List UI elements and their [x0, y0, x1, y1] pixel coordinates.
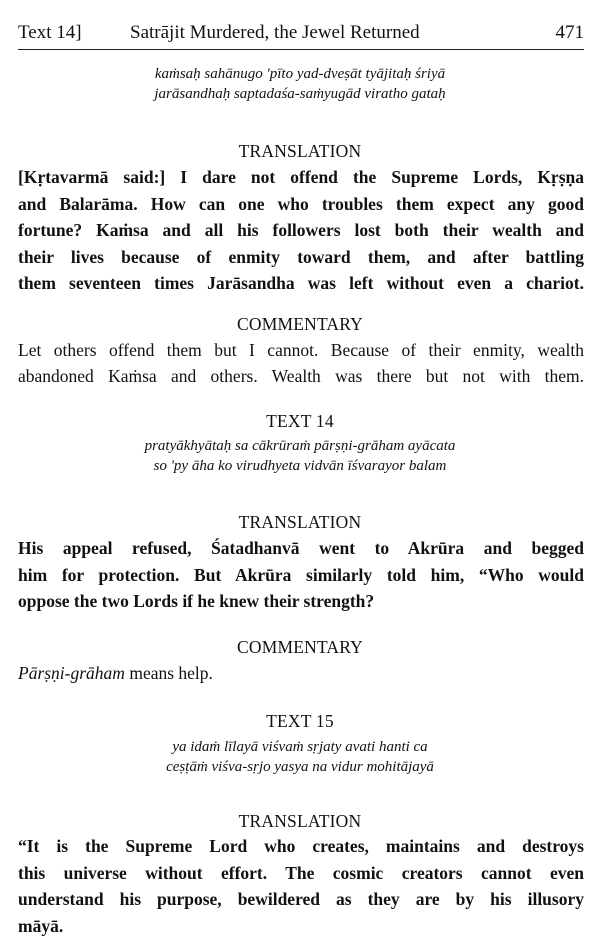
- verse-13: [0, 64, 600, 104]
- verse-line: jarāsandhaḥ saptadaśa-saṁyugād viratho gataḥ: [154, 86, 446, 102]
- translation-heading-15: TRANSLATION: [238, 811, 362, 831]
- verse-14: [0, 436, 600, 476]
- commentary-line: abandoned Kaṁsa and others. Wealth was there but not with them.: [18, 366, 584, 386]
- translation-line: oppose the two Lords if he knew their strength?: [18, 591, 375, 612]
- header-chapter-title: Satrājit Murdered, the Jewel Returned: [130, 22, 420, 43]
- translation-14: [18, 535, 584, 615]
- commentary-heading-13: COMMENTARY: [236, 314, 364, 334]
- verse-line: so 'py āha ko virudhyeta vidvān īśvarayor balam: [153, 458, 447, 474]
- header-rule: [18, 49, 584, 50]
- commentary-13: [18, 337, 584, 389]
- translation-line: understand his purpose, bewildered as they are by his illusory: [18, 889, 584, 910]
- sanskrit-term: Pārṣṇi-grāham: [18, 663, 125, 683]
- text-14-heading: TEXT 14: [266, 411, 334, 431]
- translation-13: [18, 164, 584, 297]
- translation-line: him for protection. But Akrūra similarly told him, “Who would: [18, 564, 584, 585]
- translation-line: their lives because of enmity toward them, and after battling: [18, 246, 584, 267]
- commentary-text: means help.: [124, 663, 213, 683]
- page-number: 471: [555, 22, 584, 43]
- verse-line: pratyākhyātaḥ sa cākrūraṁ pārṣṇi-grāham ayācata: [144, 438, 456, 454]
- commentary-line: [18, 660, 584, 686]
- commentary-heading-14: COMMENTARY: [236, 637, 364, 657]
- translation-line: “It is the Supreme Lord who creates, maintains and destroys: [18, 836, 584, 856]
- translation-line: māyā.: [18, 915, 64, 936]
- verse-line: ya idaṁ līlayā viśvaṁ sṛjaty avati hanti ca: [172, 739, 428, 755]
- translation-line: [Kṛtavarmā said:] I dare not offend the Supreme Lords, Kṛṣṇa: [18, 167, 584, 187]
- translation-15: [18, 833, 584, 939]
- translation-line: them seventeen times Jarāsandha was left without even a chariot.: [18, 273, 584, 294]
- commentary-14: [18, 660, 584, 686]
- translation-line: fortune? Kaṁsa and all his followers lost both their wealth and: [18, 220, 584, 241]
- translation-line: this universe without effort. The cosmic creators cannot even: [18, 862, 584, 883]
- running-header: [18, 22, 584, 52]
- translation-line: His appeal refused, Śatadhanvā went to Akrūra and begged: [18, 538, 584, 558]
- verse-line: ceṣṭāṁ viśva-sṛjo yasya na vidur mohitājayā: [166, 759, 434, 775]
- translation-heading-14: TRANSLATION: [238, 512, 362, 532]
- verse-line: kaṁsaḥ sahānugo 'pīto yad-dveṣāt tyājitaḥ śriyā: [154, 66, 446, 82]
- translation-line: and Balarāma. How can one who troubles them expect any good: [18, 193, 584, 214]
- verse-15: [0, 737, 600, 777]
- translation-heading-13: TRANSLATION: [238, 141, 362, 161]
- header-text-reference: Text 14]: [18, 22, 82, 43]
- text-15-heading: TEXT 15: [266, 711, 334, 731]
- commentary-line: Let others offend them but I cannot. Because of their enmity, wealth: [18, 340, 584, 360]
